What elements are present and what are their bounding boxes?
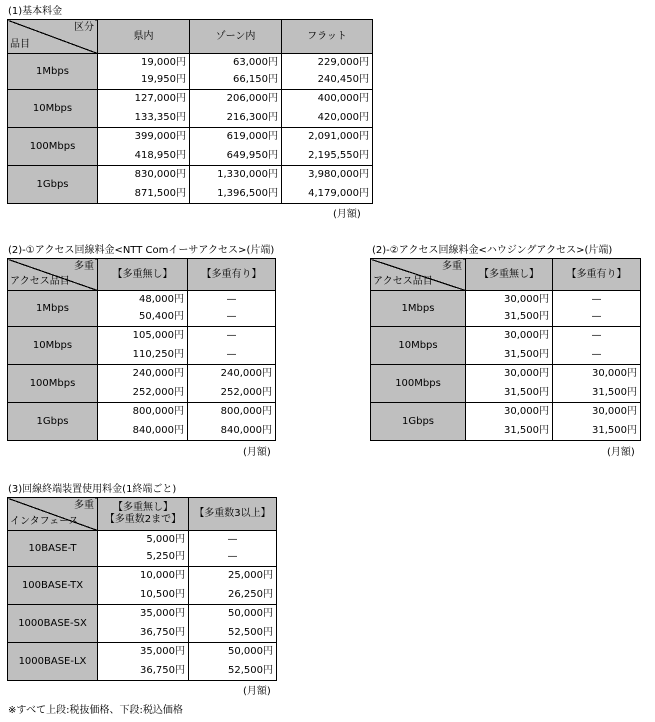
price-cell: 30,000円 (553, 403, 641, 422)
price-cell: — (189, 531, 277, 549)
row-label: 1Mbps (8, 291, 98, 327)
row-label: 100BASE-TX (8, 567, 98, 605)
price-cell: 63,000円 (190, 54, 282, 72)
price-cell: 619,000円 (190, 128, 282, 147)
table-corner-cell (8, 498, 98, 531)
price-cell: — (553, 346, 641, 365)
price-cell: 5,000円 (98, 531, 189, 549)
price-cell: 840,000円 (98, 422, 188, 441)
terminal-device-fee-table (7, 497, 277, 681)
price-cell: — (553, 309, 641, 327)
row-label: 1000BASE-LX (8, 643, 98, 681)
price-cell: — (553, 327, 641, 346)
price-cell: 240,000円 (188, 365, 276, 384)
row-label: 10Mbps (8, 327, 98, 365)
price-cell: 252,000円 (188, 384, 276, 403)
corner-bottom-label: アクセス品目 (373, 276, 433, 287)
row-label: 1Gbps (8, 166, 98, 204)
price-cell: 871,500円 (98, 185, 190, 204)
column-header: ゾーン内 (190, 20, 282, 54)
price-cell: 1,396,500円 (190, 185, 282, 204)
section2a-unit-note: (月額) (243, 447, 271, 458)
corner-bottom-label: 品目 (10, 39, 30, 50)
table-corner-cell (371, 259, 466, 291)
row-label: 1Mbps (8, 54, 98, 90)
price-cell: 800,000円 (98, 403, 188, 422)
price-cell: — (553, 291, 641, 309)
price-cell: 35,000円 (98, 643, 189, 662)
corner-bottom-label: アクセス品目 (10, 276, 70, 287)
price-cell: 66,150円 (190, 72, 282, 90)
section3-caption: (3)回線終端装置使用料金(1終端ごと) (8, 484, 177, 495)
row-label: 100Mbps (8, 128, 98, 166)
price-cell: 5,250円 (98, 549, 189, 567)
price-cell: 31,500円 (466, 422, 553, 441)
price-cell: 105,000円 (98, 327, 188, 346)
price-cell: 800,000円 (188, 403, 276, 422)
column-header-line: 【多重無し】 (113, 502, 173, 513)
corner-top-label: 多重 (442, 261, 462, 272)
section2b-caption: (2)-②アクセス回線料金<ハウジングアクセス>(片端) (372, 245, 613, 256)
price-cell: 420,000円 (282, 109, 373, 128)
section2b-unit-note: (月額) (607, 447, 635, 458)
price-cell: 30,000円 (553, 365, 641, 384)
row-label: 1000BASE-SX (8, 605, 98, 643)
price-cell: 30,000円 (466, 403, 553, 422)
price-cell: 31,500円 (553, 384, 641, 403)
price-cell: 418,950円 (98, 147, 190, 166)
column-header: 【多重有り】 (188, 259, 276, 291)
section1-caption: (1)基本料金 (8, 6, 63, 17)
row-label: 1Gbps (8, 403, 98, 441)
price-cell: 19,950円 (98, 72, 190, 90)
column-header: 【多重数3以上】 (189, 498, 277, 531)
price-cell: 31,500円 (466, 309, 553, 327)
price-cell: 110,250円 (98, 346, 188, 365)
row-label: 10Mbps (371, 327, 466, 365)
price-cell: 36,750円 (98, 662, 189, 681)
price-cell: 30,000円 (466, 291, 553, 309)
price-cell: 3,980,000円 (282, 166, 373, 185)
row-label: 1Gbps (371, 403, 466, 441)
price-cell: 50,400円 (98, 309, 188, 327)
price-cell: — (188, 309, 276, 327)
price-cell: 133,350円 (98, 109, 190, 128)
ntt-access-fee-table (7, 258, 276, 441)
price-cell: 36,750円 (98, 624, 189, 643)
column-header: 【多重有り】 (553, 259, 641, 291)
price-cell: — (188, 346, 276, 365)
row-label: 1Mbps (371, 291, 466, 327)
price-cell: 399,000円 (98, 128, 190, 147)
price-cell: 50,000円 (189, 605, 277, 624)
price-cell: 400,000円 (282, 90, 373, 109)
basic-fee-table (7, 19, 373, 204)
price-cell: — (188, 291, 276, 309)
price-cell: 4,179,000円 (282, 185, 373, 204)
price-cell: 2,091,000円 (282, 128, 373, 147)
price-cell: 26,250円 (189, 586, 277, 605)
section2a-caption: (2)-①アクセス回線料金<NTT Comイーサアクセス>(片端) (8, 245, 275, 256)
row-label: 10BASE-T (8, 531, 98, 567)
section3-unit-note: (月額) (243, 686, 271, 697)
price-cell: 240,000円 (98, 365, 188, 384)
footnote: ※すべて上段:税抜価格、下段:税込価格 (8, 705, 183, 716)
price-cell: — (189, 549, 277, 567)
price-cell: 30,000円 (466, 327, 553, 346)
price-cell: 229,000円 (282, 54, 373, 72)
price-cell: 35,000円 (98, 605, 189, 624)
row-label: 100Mbps (8, 365, 98, 403)
corner-top-label: 区分 (74, 22, 94, 33)
price-cell: 31,500円 (466, 384, 553, 403)
column-header: 【多重無し】 (466, 259, 553, 291)
price-cell: — (188, 327, 276, 346)
price-cell: 206,000円 (190, 90, 282, 109)
price-cell: 50,000円 (189, 643, 277, 662)
price-cell: 10,000円 (98, 567, 189, 586)
table-corner-cell (8, 20, 98, 54)
price-cell: 31,500円 (553, 422, 641, 441)
column-header (98, 498, 189, 531)
price-cell: 31,500円 (466, 346, 553, 365)
corner-bottom-label: インタフェース (10, 516, 79, 527)
housing-access-fee-table (370, 258, 641, 441)
price-cell: 25,000円 (189, 567, 277, 586)
price-cell: 52,500円 (189, 662, 277, 681)
price-cell: 240,450円 (282, 72, 373, 90)
price-cell: 10,500円 (98, 586, 189, 605)
price-cell: 48,000円 (98, 291, 188, 309)
table-corner-cell (8, 259, 98, 291)
price-cell: 127,000円 (98, 90, 190, 109)
price-cell: 649,950円 (190, 147, 282, 166)
price-cell: 216,300円 (190, 109, 282, 128)
price-cell: 19,000円 (98, 54, 190, 72)
price-cell: 252,000円 (98, 384, 188, 403)
row-label: 10Mbps (8, 90, 98, 128)
corner-top-label: 多重 (74, 261, 94, 272)
section1-unit-note: (月額) (333, 209, 361, 220)
corner-top-label: 多重 (74, 500, 94, 511)
price-cell: 30,000円 (466, 365, 553, 384)
column-header: フラット (282, 20, 373, 54)
price-cell: 1,330,000円 (190, 166, 282, 185)
row-label: 100Mbps (371, 365, 466, 403)
price-cell: 2,195,550円 (282, 147, 373, 166)
price-cell: 840,000円 (188, 422, 276, 441)
column-header-line: 【多重数2まで】 (104, 514, 182, 525)
column-header: 県内 (98, 20, 190, 54)
column-header: 【多重無し】 (98, 259, 188, 291)
price-cell: 52,500円 (189, 624, 277, 643)
price-cell: 830,000円 (98, 166, 190, 185)
